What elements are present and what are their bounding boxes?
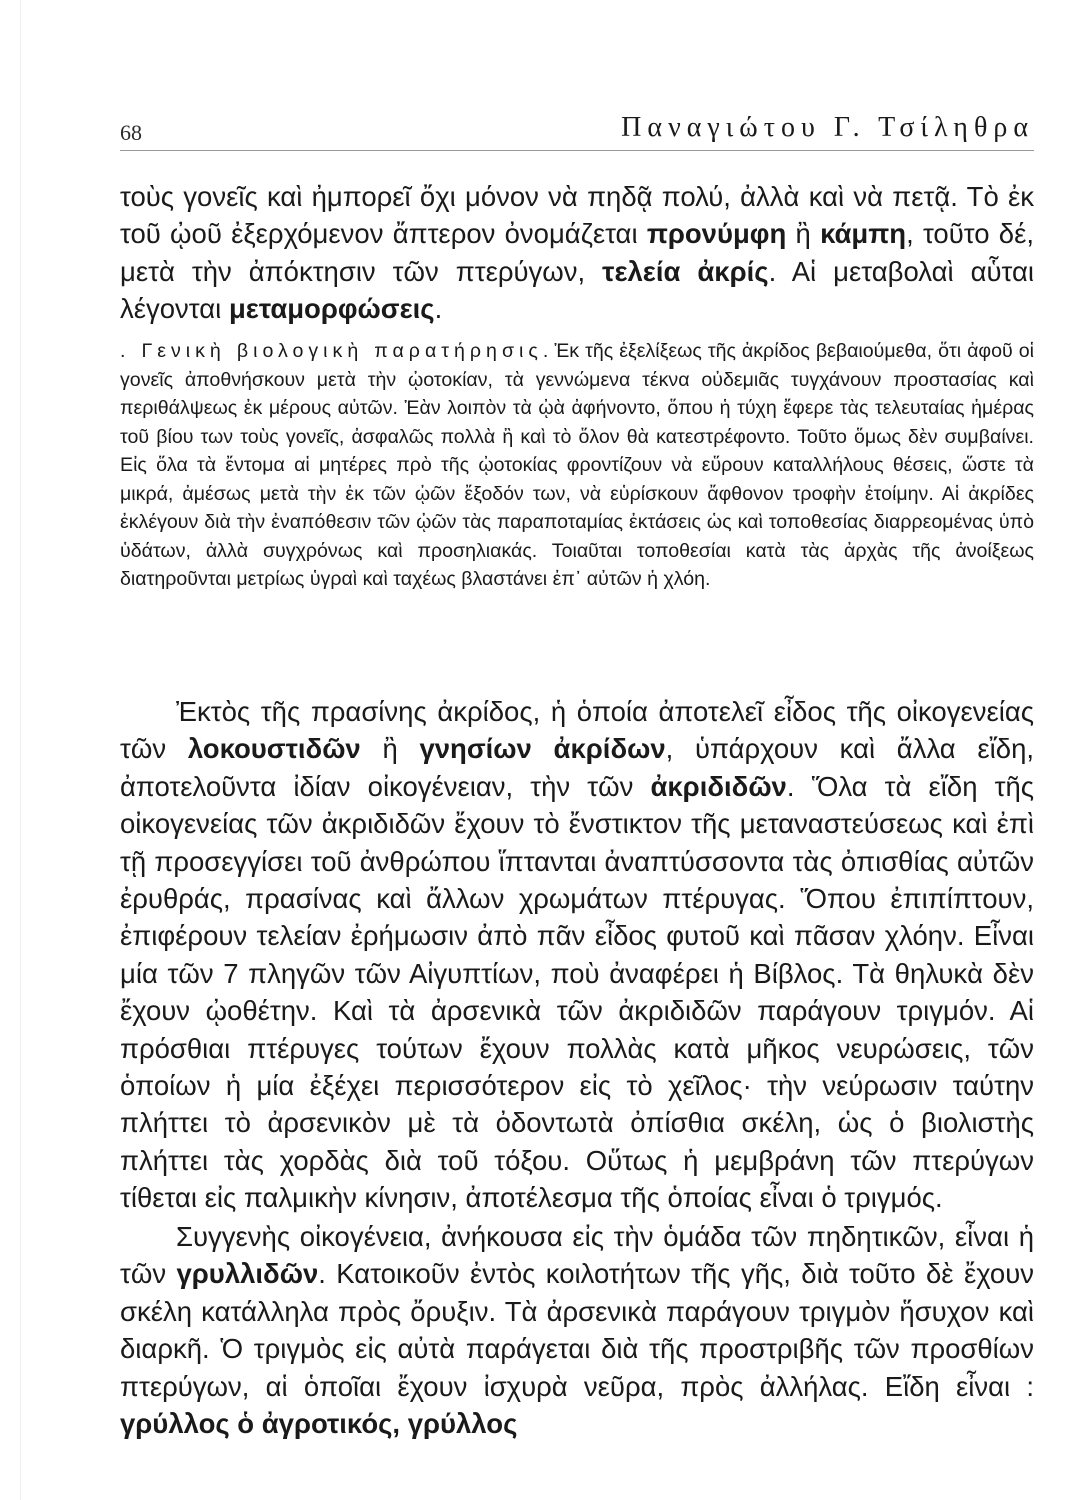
text-run: ἢ [786, 218, 821, 250]
term-gryllos-agrotikos: γρύλλος ὁ ἀγροτικός, γρύλλος [120, 1408, 518, 1440]
term-teleia-akris: τελεία ἀκρίς [602, 255, 769, 287]
running-head: Παναγιώτου Γ. Τσίληθρα [621, 112, 1034, 143]
term-akrididon: ἀκριδιδῶν [650, 770, 787, 802]
paragraph-akrididon [120, 693, 1034, 1217]
term-kampi: κάμπη [820, 218, 907, 250]
text-run: Συγγενὴς οἰκογένεια, ἀνήκουσα εἰς τὴν ὁμάδα τῶν πηδητικῶν, εἶναι ἡ τῶν [120, 1221, 1034, 1290]
text-run: Ἐκτὸς τῆς πρασίνης ἀκρίδος, ἡ ὁποία ἀποτελεῖ εἶδος τῆς οἰκογενείας τῶν [120, 696, 1034, 765]
text-run: ἢ [360, 733, 420, 765]
term-gryllidon: γρυλλιδῶν [176, 1258, 319, 1290]
paragraph-biological-note [120, 337, 1034, 594]
note-text: . Ἐκ τῆς ἐξελίξεως τῆς ἀκρίδος βεβαιούμεθα, ὅτι ἀφοῦ οἱ γονεῖς ἀποθνήσκουν μετὰ τὴν ᾠοτοκίαν, τὰ γεννώμενα τέκνα οὐδεμιᾶς τυγχάνουν προστασίας καὶ περιθάλψεως ἐκ μέρους αὐτῶν. Ἐὰν λοιπὸν τὰ ᾠὰ ἀφήνοντο, ὅπου ἡ τύχη ἔφερε τὰς τελευταίας ἡμέρας τοῦ βίου των τοὺς γονεῖς, ἀσφαλῶς πολλὰ ἢ καὶ τὸ ὅλον θὰ κατεστρέφοντο. Τοῦτο ὅμως δὲν συμβαίνει. Εἰς ὅλα τὰ ἔντομα αἱ μητέρες πρὸ τῆς ᾠοτοκίας φροντίζουν νὰ εὕρουν καταλλήλους θέσεις, ὥστε τὰ μικρά, ἀμέσως μετὰ τὴν ἐκ τῶν ᾠῶν ἔξοδόν των, νὰ εὑρίσκουν ἄφθονον τροφὴν ἑτοίμην. Αἱ ἀκρίδες ἐκλέγουν διὰ τὴν ἐναπόθεσιν τῶν ᾠῶν τὰς παραποταμίας ἐκτάσεις ὡς καὶ τοποθεσίας διαρρεομένας ὑπὸ ὑδάτων, ἀλλὰ συγχρόνως καὶ προσηλιακάς. Τοιαῦται τοποθεσίαι κατὰ τὰς ἀρχὰς τῆς ἀνοίξεως διατηροῦνται μετρίως ὑγραὶ καὶ ταχέως βλαστάνει ἐπ᾽ αὐτῶν ἡ χλόη. [120, 340, 1034, 590]
term-gnision-akridon: γνησίων ἀκρίδων [419, 733, 666, 765]
page-edge-shadow [20, 0, 21, 1500]
page-number: 68 [120, 120, 142, 145]
page-header [120, 112, 1034, 152]
paragraph-gryllidon [120, 1218, 1034, 1442]
term-lokoustidon: λοκουστιδῶν [187, 733, 361, 765]
term-metamorfoseis: μεταμορφώσεις [228, 293, 435, 325]
text-run: . Κατοικοῦν ἐντὸς κοιλοτήτων τῆς γῆς, διὰ τοῦτο δὲ ἔχουν σκέλη κατάλληλα πρὸς ὄρυξιν. Τὰ ἀρσενικὰ παράγουν τριγμὸν ἥσυχον καὶ διαρκῆ. Ὁ τριγμὸς εἰς αὐτὰ παράγεται διὰ τῆς προστριβῆς τῶν προσθίων πτερύγων, αἱ ὁποῖαι ἔχουν ἰσχυρὰ νεῦρα, πρὸς ἀλλήλας. Εἴδη εἶναι : [120, 1258, 1034, 1402]
text-run: , τοῦτο δέ, μετὰ τὴν ἀπόκτησιν τῶν πτερύγων, [120, 218, 1034, 287]
header-rule [120, 150, 1034, 151]
paragraph-metamorphosis [120, 178, 1034, 328]
text-run: . [434, 293, 443, 325]
note-heading: . Γενικὴ βιολογικὴ παρατήρησις [120, 340, 543, 362]
text-run: τοὺς γονεῖς καὶ ἠμπορεῖ ὄχι μόνον νὰ πηδᾷ πολύ, ἀλλὰ καὶ νὰ πετᾷ. Τὸ ἐκ τοῦ ᾠοῦ ἐξερχόμενον ἄπτερον ὀνομάζεται [120, 181, 1034, 250]
text-run: . Αἱ μεταβολαὶ αὗται λέγονται [120, 255, 1034, 325]
text-run: , ὑπάρχουν καὶ ἄλλα εἴδη, ἀποτελοῦντα ἰδίαν οἰκογένειαν, τὴν τῶν [120, 733, 1035, 802]
term-pronymfi: προνύμφη [646, 218, 787, 250]
text-run: . Ὅλα τὰ εἴδη τῆς οἰκογενείας τῶν ἀκριδιδῶν ἔχουν τὸ ἔνστικτον τῆς μεταναστεύσεως καὶ ἐπὶ τῇ προσεγγίσει τοῦ ἀνθρώπου ἵπτανται ἀναπτύσσοντα τὰς ὀπισθίας αὐτῶν ἐρυθράς, πρασίνας καὶ ἄλλων χρωμάτων πτέρυγας. Ὅπου ἐπιπίπτουν, ἐπιφέρουν τελείαν ἐρήμωσιν ἀπὸ πᾶν εἶδος φυτοῦ καὶ πᾶσαν χλόην. Εἶναι μία τῶν 7 πληγῶν τῶν Αἰγυπτίων, ποὺ ἀναφέρει ἡ Βίβλος. Τὰ θηλυκὰ δὲν ἔχουν ᾠοθέτην. Καὶ τὰ ἀρσενικὰ τῶν ἀκριδιδῶν παράγουν τριγμόν. Αἱ πρόσθιαι πτέρυγες τούτων ἔχουν πολλὰς κατὰ μῆκος νευρώσεις, τῶν ὁποίων ἡ μία ἐξέχει περισσότερον εἰς τὸ χεῖλος· τὴν νεύρωσιν ταύτην πλήττει τὸ ἀρσενικὸν μὲ τὰ ὀδοντωτὰ ὀπίσθια σκέλη, ὡς ὁ βιολιστὴς πλήττει τὰς χορδὰς διὰ τοῦ τόξου. Οὕτως ἡ μεμβράνη τῶν πτερύγων τίθεται εἰς παλμικὴν κίνησιν, ἀποτέλεσμα τῆς ὁποίας εἶναι ὁ τριγμός. [120, 770, 1034, 1214]
